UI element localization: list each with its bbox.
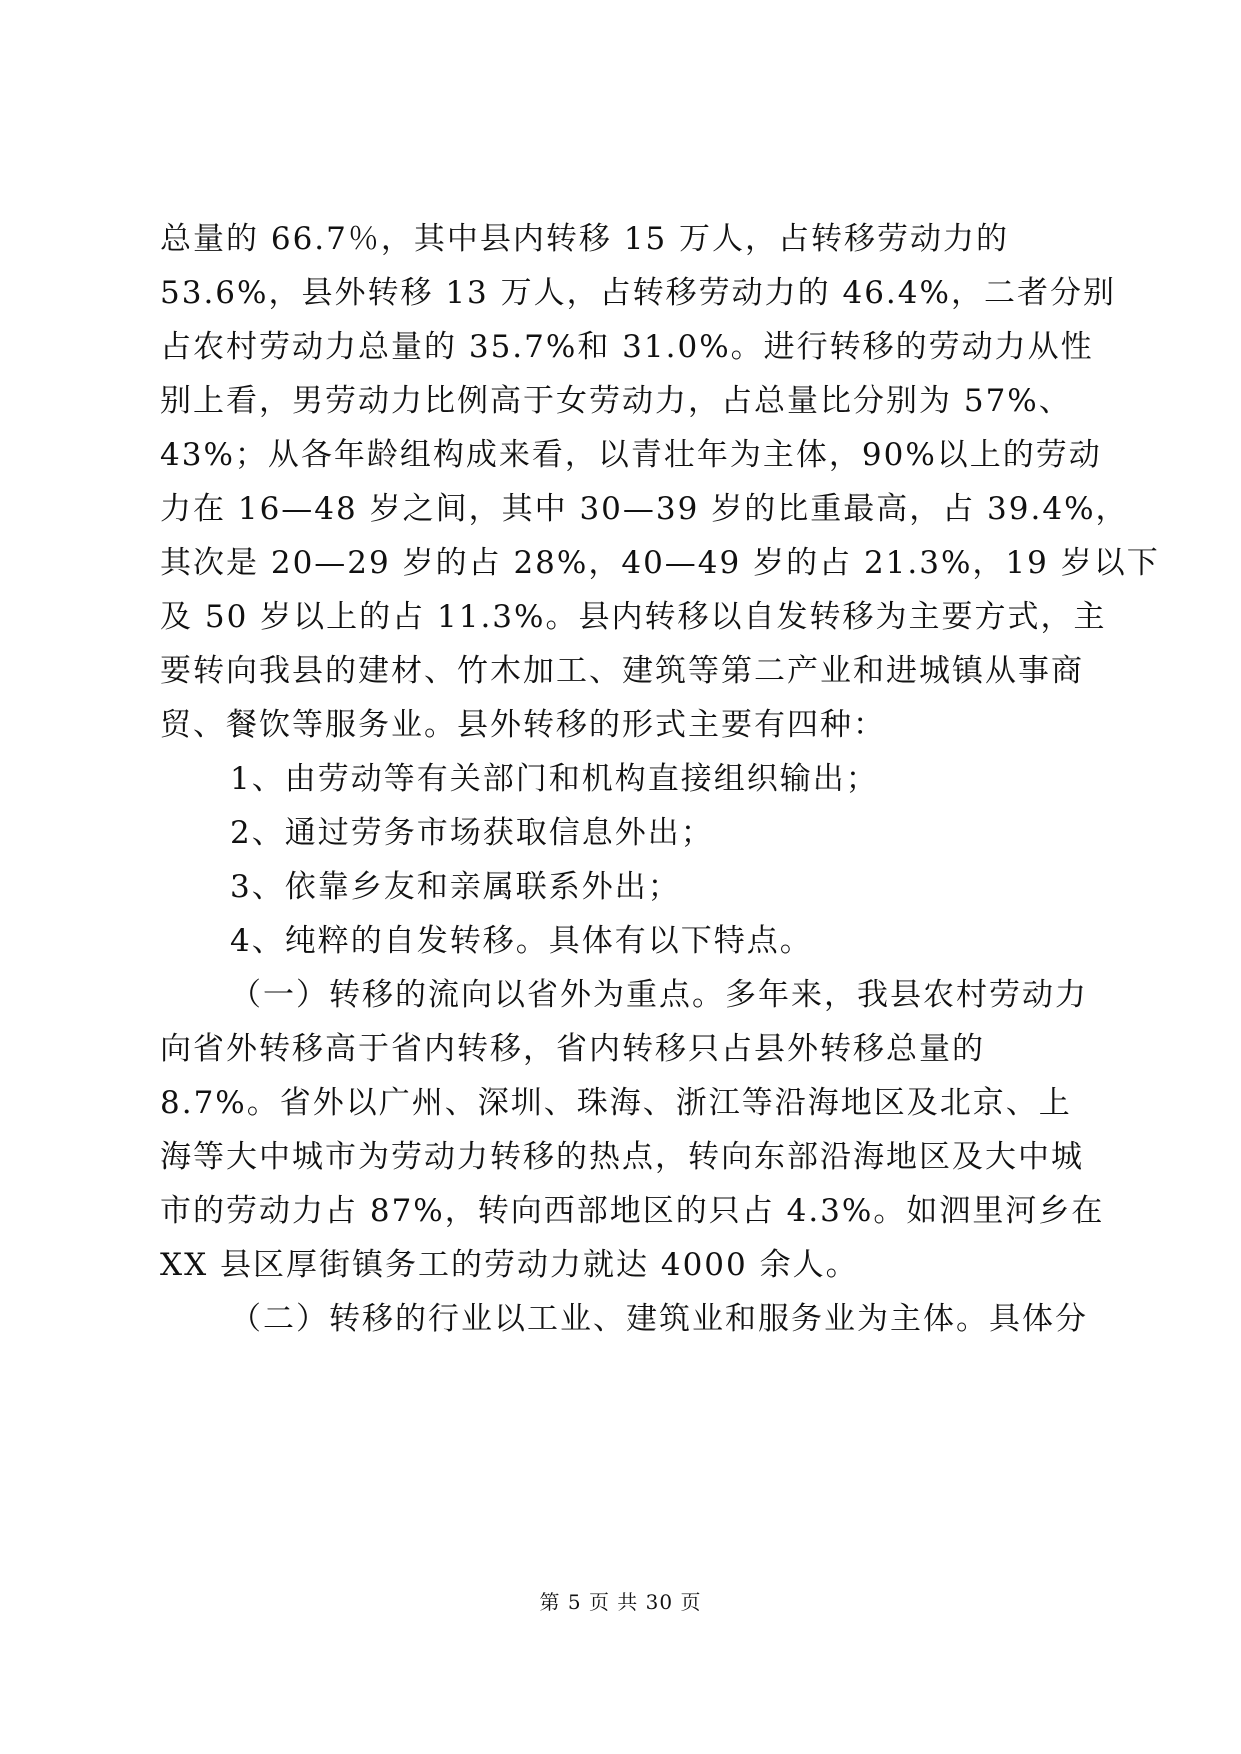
text-line-2: 53.6%，县外转移 13 万人，占转移劳动力的 46.4%，二者分别	[160, 275, 1116, 311]
text-line-8: 及 50 岁以上的占 11.3%。县内转移以自发转移为主要方式，主	[160, 599, 1107, 635]
section-two-heading-line: （二）转移的行业以工业、建筑业和服务业为主体。具体分	[230, 1301, 1088, 1337]
text-line-18: 海等大中城市为劳动力转移的热点，转向东部沿海地区及大中城	[160, 1139, 1084, 1175]
text-line-5: 43%；从各年龄组构成来看，以青壮年为主体，90%以上的劳动	[160, 437, 1102, 473]
list-item-2: 2、通过劳务市场获取信息外出；	[230, 815, 714, 851]
text-line-20: XX 县区厚街镇务工的劳动力就达 4000 余人。	[160, 1247, 859, 1283]
text-line-17: 8.7%。省外以广州、深圳、珠海、浙江等沿海地区及北京、上	[160, 1085, 1072, 1121]
list-item-1: 1、由劳动等有关部门和机构直接组织输出；	[230, 761, 879, 797]
text-line-19: 市的劳动力占 87%，转向西部地区的只占 4.3%。如泗里河乡在	[160, 1193, 1105, 1229]
text-line-1: 总量的 66.7％，其中县内转移 15 万人，占转移劳动力的	[160, 221, 1010, 257]
text-line-4: 别上看，男劳动力比例高于女劳动力，占总量比分别为 57%、	[160, 383, 1072, 419]
text-line-3: 占农村劳动力总量的 35.7%和 31.0%。进行转移的劳动力从性	[160, 329, 1094, 365]
text-line-16: 向省外转移高于省内转移，省内转移只占县外转移总量的	[160, 1031, 985, 1067]
text-line-6: 力在 16—48 岁之间，其中 30—39 岁的比重最高，占 39.4%，	[160, 491, 1129, 527]
section-one-heading-line: （一）转移的流向以省外为重点。多年来，我县农村劳动力	[230, 977, 1088, 1013]
list-item-3: 3、依靠乡友和亲属联系外出；	[230, 869, 681, 905]
text-line-9: 要转向我县的建材、竹木加工、建筑等第二产业和进城镇从事商	[160, 653, 1084, 689]
text-line-7: 其次是 20—29 岁的占 28%，40—49 岁的占 21.3%，19 岁以下	[160, 545, 1160, 581]
text-line-10: 贸、餐饮等服务业。县外转移的形式主要有四种：	[160, 707, 886, 743]
page-number-footer: 第 5 页 共 30 页	[539, 1590, 702, 1614]
list-item-4: 4、纯粹的自发转移。具体有以下特点。	[230, 923, 813, 959]
